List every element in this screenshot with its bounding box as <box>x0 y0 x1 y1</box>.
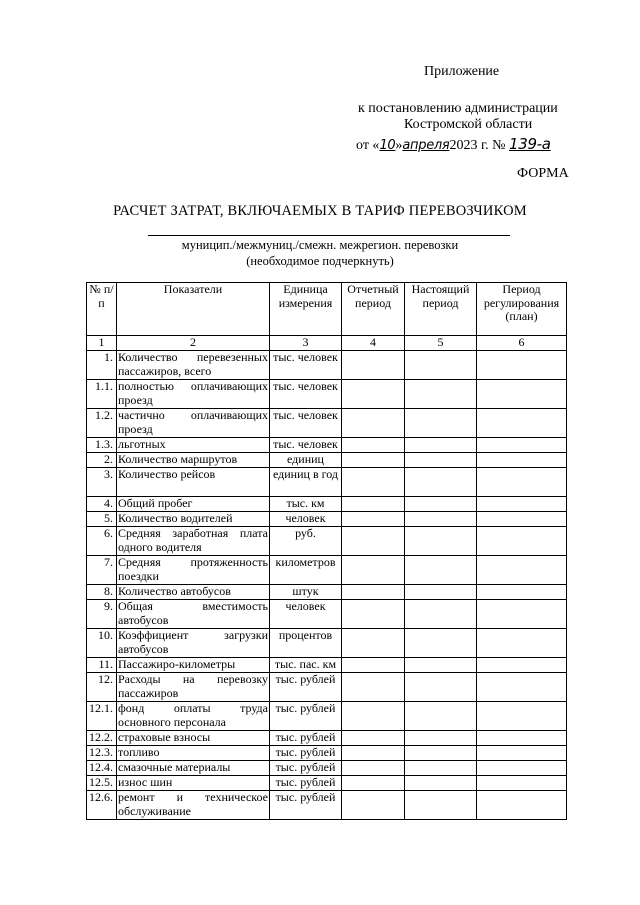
current-period-cell[interactable] <box>405 702 477 731</box>
current-period-cell[interactable] <box>405 731 477 746</box>
row-number: 12.6. <box>87 791 117 820</box>
current-period-cell[interactable] <box>405 658 477 673</box>
header-number: № п/п <box>87 283 117 336</box>
reporting-period-cell[interactable] <box>342 673 405 702</box>
row-number: 12.3. <box>87 746 117 761</box>
table-row <box>87 351 567 380</box>
row-unit: единиц <box>270 453 342 468</box>
handwritten-number: 139-а <box>508 135 551 153</box>
reporting-period-cell[interactable] <box>342 791 405 820</box>
current-period-cell[interactable] <box>405 791 477 820</box>
row-unit: километров <box>270 556 342 585</box>
row-unit: тыс. рублей <box>270 746 342 761</box>
row-indicator: Количество маршрутов <box>117 453 270 468</box>
underline-note: (необходимое подчеркнуть) <box>246 254 394 268</box>
blank-line <box>148 235 510 236</box>
decree-date-line <box>356 135 551 154</box>
table-row <box>87 453 567 468</box>
current-period-cell[interactable] <box>405 380 477 409</box>
column-number: 2 <box>117 336 270 351</box>
row-number: 1.1. <box>87 380 117 409</box>
appendix-label: Приложение <box>424 64 500 79</box>
row-indicator: Количество автобусов <box>117 585 270 600</box>
table-row <box>87 776 567 791</box>
row-number: 8. <box>87 585 117 600</box>
regulation-period-cell[interactable] <box>477 527 567 556</box>
reporting-period-cell[interactable] <box>342 702 405 731</box>
regulation-period-cell[interactable] <box>477 702 567 731</box>
row-indicator: Количество рейсов <box>117 468 270 497</box>
table-row <box>87 761 567 776</box>
header-reporting-period: Отчетный период <box>342 283 405 336</box>
reporting-period-cell[interactable] <box>342 380 405 409</box>
row-indicator: Пассажиро-километры <box>117 658 270 673</box>
current-period-cell[interactable] <box>405 438 477 453</box>
regulation-period-cell[interactable] <box>477 658 567 673</box>
column-number: 5 <box>405 336 477 351</box>
header-regulation-period: Период регулирования (план) <box>477 283 567 336</box>
reporting-period-cell[interactable] <box>342 629 405 658</box>
row-number: 2. <box>87 453 117 468</box>
current-period-cell[interactable] <box>405 453 477 468</box>
reporting-period-cell[interactable] <box>342 512 405 527</box>
row-number: 5. <box>87 512 117 527</box>
regulation-period-cell[interactable] <box>477 438 567 453</box>
row-number: 6. <box>87 527 117 556</box>
row-indicator: износ шин <box>117 776 270 791</box>
row-number: 3. <box>87 468 117 497</box>
table-row <box>87 512 567 527</box>
reporting-period-cell[interactable] <box>342 658 405 673</box>
row-unit: тыс. рублей <box>270 791 342 820</box>
current-period-cell[interactable] <box>405 556 477 585</box>
row-number: 7. <box>87 556 117 585</box>
current-period-cell[interactable] <box>405 351 477 380</box>
row-number: 1. <box>87 351 117 380</box>
row-number: 12.2. <box>87 731 117 746</box>
reporting-period-cell[interactable] <box>342 746 405 761</box>
regulation-period-cell[interactable] <box>477 746 567 761</box>
row-number: 10. <box>87 629 117 658</box>
column-number: 1 <box>87 336 117 351</box>
regulation-period-cell[interactable] <box>477 512 567 527</box>
table-row <box>87 731 567 746</box>
row-unit: тыс. пас. км <box>270 658 342 673</box>
row-unit: единиц в год <box>270 468 342 497</box>
row-number: 1.2. <box>87 409 117 438</box>
current-period-cell[interactable] <box>405 512 477 527</box>
table-header-row <box>87 283 567 336</box>
row-indicator: частично оплачивающих проезд <box>118 408 268 436</box>
row-number: 12.4. <box>87 761 117 776</box>
row-number: 4. <box>87 497 117 512</box>
decree-line-2: Костромской области <box>404 117 533 132</box>
column-number: 4 <box>342 336 405 351</box>
row-unit: человек <box>270 512 342 527</box>
row-indicator: фонд оплаты труда основного персонала <box>118 701 268 729</box>
regulation-period-cell[interactable] <box>477 409 567 438</box>
row-number: 9. <box>87 600 117 629</box>
document-title: РАСЧЕТ ЗАТРАТ, ВКЛЮЧАЕМЫХ В ТАРИФ ПЕРЕВОЗЧИКОМ <box>113 203 527 219</box>
date-year-number: 2023 г. № <box>449 138 506 153</box>
row-indicator: топливо <box>117 746 270 761</box>
row-indicator: Количество перевезенных пассажиров, всего <box>118 350 268 378</box>
regulation-period-cell[interactable] <box>477 673 567 702</box>
handwritten-month: апреля <box>402 138 450 153</box>
transport-type-options: муницип./межмуниц./смежн. межрегион. перевозки <box>181 238 459 252</box>
row-indicator: льготных <box>117 438 270 453</box>
row-unit: тыс. человек <box>270 438 342 453</box>
current-period-cell[interactable] <box>405 600 477 629</box>
header-indicators: Показатели <box>117 283 270 336</box>
reporting-period-cell[interactable] <box>342 438 405 453</box>
table-row <box>87 746 567 761</box>
row-unit: штук <box>270 585 342 600</box>
regulation-period-cell[interactable] <box>477 556 567 585</box>
regulation-period-cell[interactable] <box>477 731 567 746</box>
row-number: 1.3. <box>87 438 117 453</box>
current-period-cell[interactable] <box>405 746 477 761</box>
current-period-cell[interactable] <box>405 497 477 512</box>
reporting-period-cell[interactable] <box>342 468 405 497</box>
row-indicator: Средняя заработная плата одного водителя <box>118 526 268 554</box>
current-period-cell[interactable] <box>405 629 477 658</box>
regulation-period-cell[interactable] <box>477 497 567 512</box>
current-period-cell[interactable] <box>405 527 477 556</box>
regulation-period-cell[interactable] <box>477 453 567 468</box>
current-period-cell[interactable] <box>405 468 477 497</box>
table-row <box>87 438 567 453</box>
current-period-cell[interactable] <box>405 409 477 438</box>
table-row <box>87 702 567 731</box>
row-unit: процентов <box>270 629 342 658</box>
reporting-period-cell[interactable] <box>342 731 405 746</box>
regulation-period-cell[interactable] <box>477 380 567 409</box>
date-mid: » <box>395 138 403 153</box>
table-row <box>87 629 567 658</box>
current-period-cell[interactable] <box>405 585 477 600</box>
table-row <box>87 497 567 512</box>
header-unit: Единица измерения <box>270 283 342 336</box>
table-row <box>87 556 567 585</box>
row-unit: тыс. рублей <box>270 761 342 776</box>
reporting-period-cell[interactable] <box>342 585 405 600</box>
row-unit: человек <box>270 600 342 629</box>
row-indicator: Средняя протяженность поездки <box>118 555 268 583</box>
reporting-period-cell[interactable] <box>342 453 405 468</box>
date-prefix: от « <box>356 138 380 153</box>
row-unit: тыс. рублей <box>270 702 342 731</box>
regulation-period-cell[interactable] <box>477 791 567 820</box>
row-indicator: Коэффициент загрузки автобусов <box>118 628 268 656</box>
current-period-cell[interactable] <box>405 761 477 776</box>
row-unit: тыс. км <box>270 497 342 512</box>
row-indicator: Общая вместимость автобусов <box>118 599 268 627</box>
row-indicator: Расходы на перевозку пассажиров <box>118 672 268 700</box>
regulation-period-cell[interactable] <box>477 776 567 791</box>
row-unit: тыс. рублей <box>270 673 342 702</box>
row-indicator: смазочные материалы <box>117 761 270 776</box>
row-unit: тыс. рублей <box>270 731 342 746</box>
table-row <box>87 409 567 438</box>
table-row <box>87 673 567 702</box>
reporting-period-cell[interactable] <box>342 761 405 776</box>
regulation-period-cell[interactable] <box>477 585 567 600</box>
row-unit: руб. <box>270 527 342 556</box>
row-indicator: ремонт и техническое обслуживание <box>118 790 268 818</box>
table-row <box>87 658 567 673</box>
current-period-cell[interactable] <box>405 776 477 791</box>
reporting-period-cell[interactable] <box>342 600 405 629</box>
table-row <box>87 585 567 600</box>
header-current-period: Настоящий период <box>405 283 477 336</box>
row-indicator: страховые взносы <box>117 731 270 746</box>
column-number: 3 <box>270 336 342 351</box>
table-row <box>87 380 567 409</box>
row-unit: тыс. рублей <box>270 776 342 791</box>
row-unit: тыс. человек <box>270 380 342 409</box>
table-row <box>87 600 567 629</box>
regulation-period-cell[interactable] <box>477 761 567 776</box>
row-indicator: полностью оплачивающих проезд <box>118 379 268 407</box>
reporting-period-cell[interactable] <box>342 351 405 380</box>
row-indicator: Количество водителей <box>117 512 270 527</box>
regulation-period-cell[interactable] <box>477 351 567 380</box>
row-indicator: Общий пробег <box>117 497 270 512</box>
table-row <box>87 468 567 497</box>
regulation-period-cell[interactable] <box>477 629 567 658</box>
row-number: 12.1. <box>87 702 117 731</box>
table-row <box>87 791 567 820</box>
reporting-period-cell[interactable] <box>342 556 405 585</box>
regulation-period-cell[interactable] <box>477 468 567 497</box>
current-period-cell[interactable] <box>405 673 477 702</box>
form-label: ФОРМА <box>517 166 569 181</box>
table-row <box>87 527 567 556</box>
row-number: 12.5. <box>87 776 117 791</box>
cost-table <box>86 282 567 820</box>
decree-line-1: к постановлению администрации <box>358 101 558 116</box>
reporting-period-cell[interactable] <box>342 776 405 791</box>
reporting-period-cell[interactable] <box>342 497 405 512</box>
row-unit: тыс. человек <box>270 351 342 380</box>
column-numbers-row <box>87 336 567 351</box>
row-number: 12. <box>87 673 117 702</box>
row-unit: тыс. человек <box>270 409 342 438</box>
reporting-period-cell[interactable] <box>342 527 405 556</box>
regulation-period-cell[interactable] <box>477 600 567 629</box>
row-number: 11. <box>87 658 117 673</box>
handwritten-day: 10 <box>379 138 396 153</box>
reporting-period-cell[interactable] <box>342 409 405 438</box>
column-number: 6 <box>477 336 567 351</box>
